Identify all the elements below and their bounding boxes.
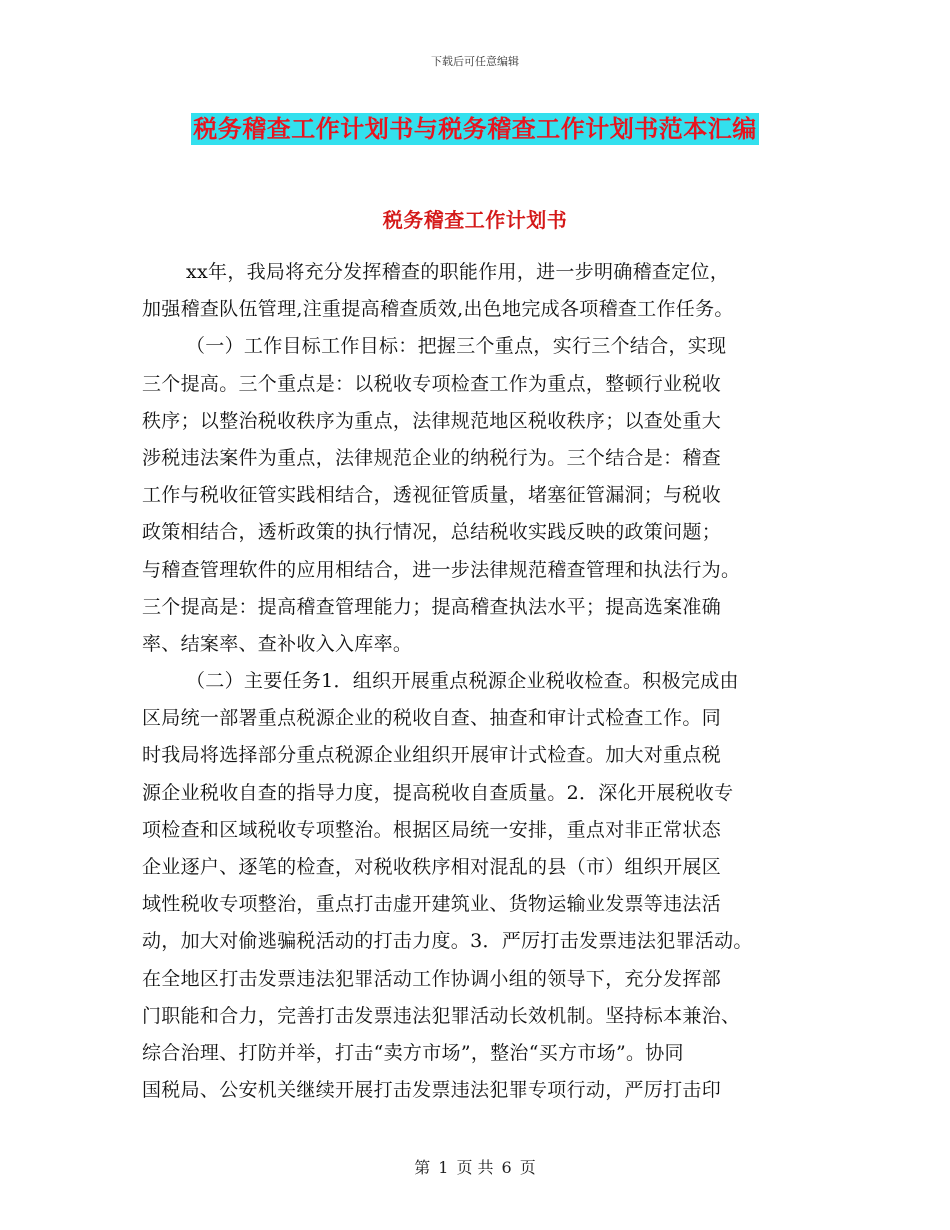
body-line: 动，加大对偷逃骗税活动的打击力度。3．严厉打击发票违法犯罪活动。 <box>142 930 753 953</box>
main-title-container <box>0 113 950 145</box>
body-line: 政策相结合，透析政策的执行情况，总结税收实践反映的政策问题； <box>142 521 722 544</box>
body-line: 在全地区打击发票违法犯罪活动工作协调小组的领导下，充分发挥部 <box>142 967 722 990</box>
body-line: 域性税收专项整治，重点打击虚开建筑业、货物运输业发票等违法活 <box>142 893 722 916</box>
body-line: 企业逐户、逐笔的检查，对税收秩序相对混乱的县（市）组织开展区 <box>142 856 722 878</box>
body-line: 时我局将选择部分重点税源企业组织开展审计式检查。加大对重点税 <box>142 744 722 767</box>
body-line: 工作与税收征管实践相结合，透视征管质量，堵塞征管漏洞；与税收 <box>142 484 722 507</box>
body-line: xx年，我局将充分发挥稽查的职能作用，进一步明确稽查定位， <box>186 261 730 283</box>
body-line: 率、结案率、查补收入入库率。 <box>142 632 413 655</box>
body-line: 国税局、公安机关继续开展打击发票违法犯罪专项行动，严厉打击印 <box>142 1079 722 1102</box>
footer-page-number: 1 <box>438 1158 449 1177</box>
body-line: 秩序；以整治税收秩序为重点，法律规范地区税收秩序；以查处重大 <box>142 409 722 432</box>
body-line: 门职能和合力，完善打击发票违法犯罪活动长效机制。坚持标本兼治、 <box>142 1004 741 1027</box>
header-note: 下载后可任意编辑 <box>431 55 519 68</box>
body-line: （一）工作目标工作目标：把握三个重点，实行三个结合，实现 <box>186 335 727 358</box>
body-line: 涉税违法案件为重点，法律规范企业的纳税行为。三个结合是：稽查 <box>142 446 722 469</box>
page-footer <box>0 1155 950 1178</box>
body-line: 加强稽查队伍管理,注重提高稽查质效,出色地完成各项稽查工作任务。 <box>142 298 734 321</box>
footer-suffix: 页 <box>519 1158 536 1177</box>
body-line: 三个提高。三个重点是：以税收专项检查工作为重点，整顿行业税收 <box>142 372 722 395</box>
body-line: 综合治理、打防并举，打击“卖方市场”，整治“买方市场”。协同 <box>142 1041 684 1064</box>
body-line: （二）主要任务1．组织开展重点税源企业税收检查。积极完成由 <box>186 670 739 693</box>
footer-mid: 页 共 <box>456 1158 494 1177</box>
body-line: 区局统一部署重点税源企业的税收自查、抽查和审计式检查工作。同 <box>142 707 722 730</box>
footer-total-pages: 6 <box>501 1158 512 1177</box>
body-line: 与稽查管理软件的应用相结合，进一步法律规范稽查管理和执法行为。 <box>142 558 741 581</box>
main-title: 税务稽查工作计划书与税务稽查工作计划书范本汇编 <box>193 115 757 143</box>
footer-prefix: 第 <box>414 1158 431 1177</box>
body-line: 项检查和区域税收专项整治。根据区局统一安排，重点对非正常状态 <box>142 818 722 841</box>
body-text <box>142 254 832 1109</box>
section-title: 税务稽查工作计划书 <box>382 208 568 232</box>
body-line: 三个提高是：提高稽查管理能力；提高稽查执法水平；提高选案准确 <box>142 595 722 618</box>
body-line: 源企业税收自查的指导力度，提高税收自查质量。2．深化开展税收专 <box>142 781 734 804</box>
